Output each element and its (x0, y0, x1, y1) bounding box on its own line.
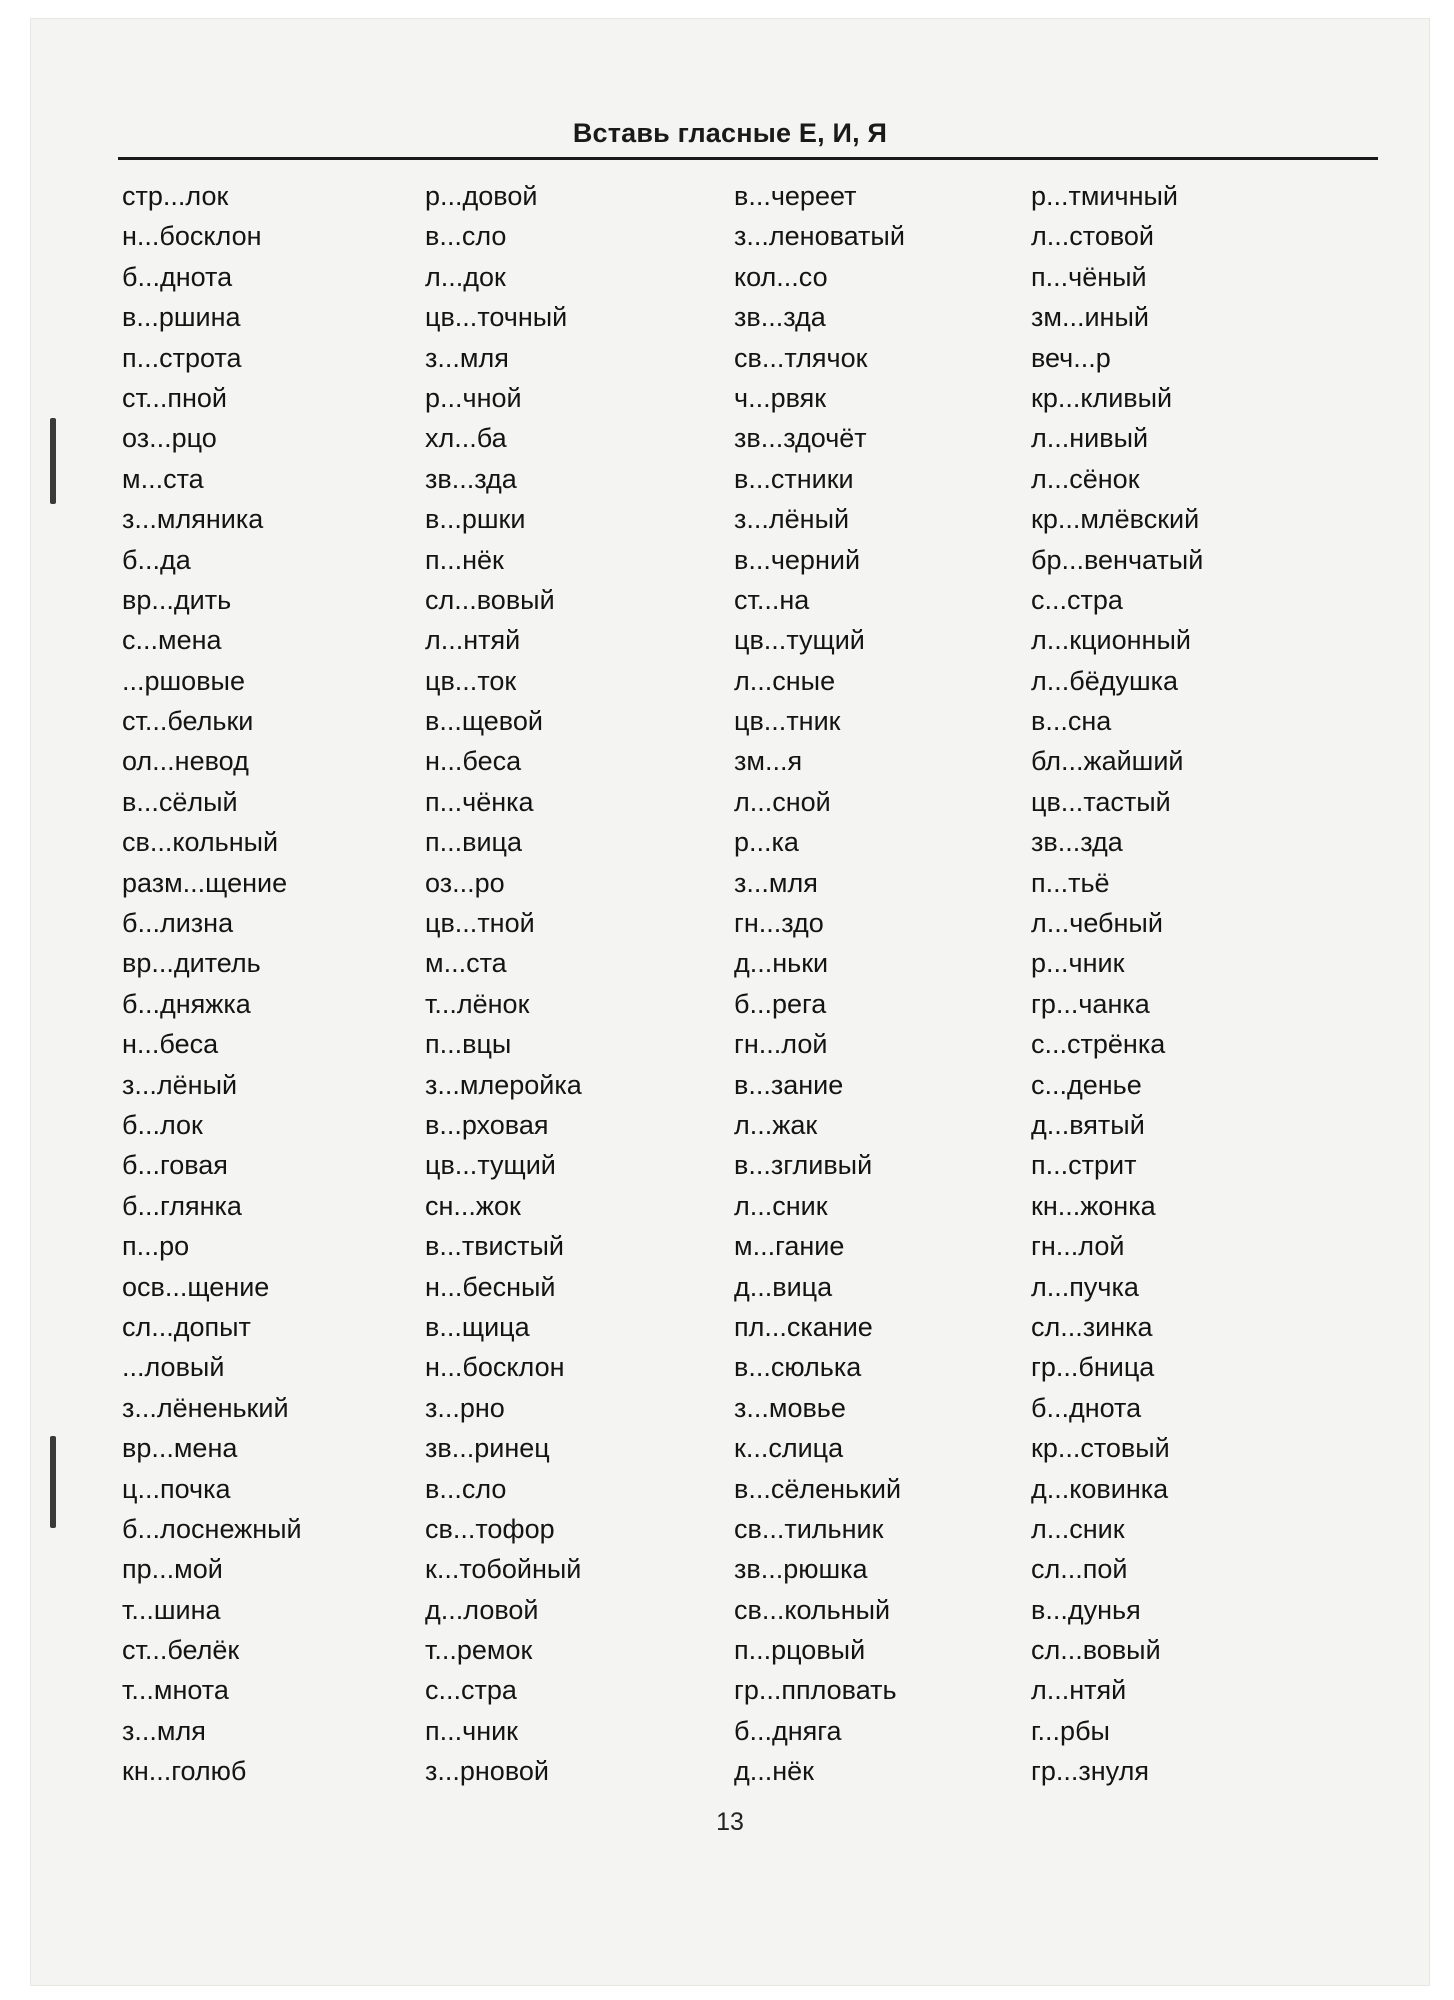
word-cell: зм...иный (1031, 302, 1149, 333)
word-cell: цв...тущий (425, 1150, 556, 1181)
word-cell: гн...лой (734, 1029, 828, 1060)
word-cell: гр...чанка (1031, 988, 1150, 1019)
word-row (30, 1469, 1430, 1509)
word-cell: зв...зда (425, 463, 517, 494)
word-cell: бл...жайший (1031, 746, 1184, 777)
word-cell: д...ковинка (1031, 1473, 1169, 1504)
word-cell: п...вцы (425, 1029, 512, 1060)
word-row (30, 1186, 1430, 1226)
word-cell: разм...щение (122, 867, 288, 898)
word-cell: св...тлячок (734, 342, 868, 373)
word-cell: б...днота (1031, 1392, 1142, 1423)
word-row (30, 701, 1430, 741)
word-cell: сл...вовый (425, 584, 555, 615)
worksheet-page (30, 18, 1430, 1986)
word-cell: б...говая (122, 1150, 228, 1181)
word-cell: зв...ринец (425, 1433, 550, 1464)
word-cell: н...босклон (425, 1352, 565, 1383)
word-cell: п...вица (425, 827, 523, 858)
word-row (30, 257, 1430, 297)
word-cell: в...стники (734, 463, 854, 494)
word-cell: п...чник (425, 1715, 518, 1746)
word-cell: осв...щение (122, 1271, 270, 1302)
word-cell: ...ршовые (122, 665, 245, 696)
word-cell: б...глянка (122, 1190, 242, 1221)
word-row (30, 822, 1430, 862)
word-cell: с...стрёнка (1031, 1029, 1166, 1060)
word-cell: зв...рюшка (734, 1554, 868, 1585)
word-cell: с...стра (1031, 584, 1123, 615)
word-cell: ол...невод (122, 746, 249, 777)
word-row (30, 1590, 1430, 1630)
word-cell: з...млеройка (425, 1069, 582, 1100)
word-cell: гр...знуля (1031, 1756, 1149, 1787)
word-row (30, 1751, 1430, 1791)
word-row (30, 1549, 1430, 1589)
word-row (30, 903, 1430, 943)
word-cell: з...мля (425, 342, 509, 373)
word-cell: цв...точный (425, 302, 568, 333)
word-cell: в...рховая (425, 1109, 549, 1140)
word-cell: св...кольный (734, 1594, 891, 1625)
word-cell: кн...жонка (1031, 1190, 1156, 1221)
word-cell: гн...здо (734, 908, 824, 939)
word-cell: б...да (122, 544, 191, 575)
word-row (30, 1428, 1430, 1468)
word-cell: с...стра (425, 1675, 517, 1706)
word-row (30, 297, 1430, 337)
word-cell: н...беса (122, 1029, 219, 1060)
word-cell: цв...тастый (1031, 786, 1171, 817)
word-row (30, 540, 1430, 580)
word-cell: в...щевой (425, 706, 543, 737)
word-cell: цв...тник (734, 706, 841, 737)
word-cell: т...лёнок (425, 988, 530, 1019)
word-cell: сл...зинка (1031, 1311, 1153, 1342)
word-cell: п...ро (122, 1231, 190, 1262)
word-cell: л...сник (734, 1190, 828, 1221)
word-row (30, 1065, 1430, 1105)
word-row (30, 1347, 1430, 1387)
word-row (30, 984, 1430, 1024)
word-cell: кн...голюб (122, 1756, 247, 1787)
word-cell: з...лёный (122, 1069, 238, 1100)
word-row (30, 620, 1430, 660)
word-row (30, 782, 1430, 822)
word-cell: л...нтяй (425, 625, 521, 656)
word-cell: в...ршина (122, 302, 241, 333)
word-cell: пл...скание (734, 1311, 873, 1342)
word-cell: св...кольный (122, 827, 279, 858)
word-row (30, 499, 1430, 539)
word-cell: с...денье (1031, 1069, 1142, 1100)
word-cell: бр...венчатый (1031, 544, 1204, 575)
word-row (30, 1267, 1430, 1307)
word-cell: зв...зда (1031, 827, 1123, 858)
word-cell: сн...жок (425, 1190, 521, 1221)
word-row (30, 1307, 1430, 1347)
word-row (30, 1024, 1430, 1064)
word-cell: р...тмичный (1031, 181, 1178, 211)
word-cell: хл...ба (425, 423, 507, 454)
word-cell: н...беса (425, 746, 522, 777)
word-cell: з...лёненький (122, 1392, 289, 1423)
word-cell: в...сло (425, 221, 507, 252)
word-cell: ...ловый (122, 1352, 225, 1383)
word-cell: в...череет (734, 181, 857, 211)
word-cell: д...ловой (425, 1594, 539, 1625)
word-cell: веч...р (1031, 342, 1111, 373)
title-underline (118, 157, 1378, 160)
word-cell: м...ста (122, 463, 204, 494)
word-cell: сл...пой (1031, 1554, 1128, 1585)
word-row (30, 418, 1430, 458)
word-cell: в...сёленький (734, 1473, 902, 1504)
word-cell: в...черний (734, 544, 861, 575)
word-cell: кр...стовый (1031, 1433, 1170, 1464)
word-cell: в...сюлька (734, 1352, 862, 1383)
word-cell: л...нтяй (1031, 1675, 1127, 1706)
word-cell: стр...лок (122, 181, 229, 211)
word-cell: б...дняга (734, 1715, 842, 1746)
word-cell: пр...мой (122, 1554, 223, 1585)
word-row (30, 661, 1430, 701)
word-cell: св...тофор (425, 1513, 555, 1544)
word-row (30, 1388, 1430, 1428)
word-cell: зв...зда (734, 302, 826, 333)
word-cell: р...ка (734, 827, 799, 858)
word-cell: р...чник (1031, 948, 1125, 979)
word-cell: п...тьё (1031, 867, 1110, 898)
word-cell: з...мляника (122, 504, 264, 535)
word-cell: в...твистый (425, 1231, 564, 1262)
word-cell: б...лоснежный (122, 1513, 302, 1544)
word-cell: с...мена (122, 625, 222, 656)
word-cell: в...щица (425, 1311, 530, 1342)
word-cell: п...чёнка (425, 786, 534, 817)
word-cell: р...чной (425, 382, 522, 413)
word-cell: ц...почка (122, 1473, 231, 1504)
word-row (30, 863, 1430, 903)
word-row (30, 1105, 1430, 1145)
word-cell: цв...тущий (734, 625, 865, 656)
word-cell: в...зание (734, 1069, 844, 1100)
word-cell: оз...ро (425, 867, 505, 898)
page-number: 13 (716, 1808, 744, 1836)
word-cell: л...кционный (1031, 625, 1191, 656)
word-cell: п...рцовый (734, 1635, 866, 1666)
word-cell: кр...кливый (1031, 382, 1173, 413)
word-cell: вр...дитель (122, 948, 261, 979)
word-cell: л...стовой (1031, 221, 1154, 252)
word-cell: в...сна (1031, 706, 1112, 737)
word-cell: г...рбы (1031, 1715, 1110, 1746)
word-row (30, 1509, 1430, 1549)
word-cell: в...дунья (1031, 1594, 1141, 1625)
word-cell: в...згливый (734, 1150, 873, 1181)
word-cell: т...шина (122, 1594, 221, 1625)
word-cell: л...нивый (1031, 423, 1149, 454)
word-cell: б...лок (122, 1109, 203, 1140)
word-row (30, 1145, 1430, 1185)
word-cell: м...ста (425, 948, 507, 979)
word-row (30, 338, 1430, 378)
word-row (30, 459, 1430, 499)
word-cell: н...бесный (425, 1271, 556, 1302)
word-cell: д...вятый (1031, 1109, 1145, 1140)
word-row (30, 943, 1430, 983)
word-cell: оз...рцо (122, 423, 217, 454)
word-cell: з...мля (122, 1715, 206, 1746)
word-row (30, 176, 1430, 216)
word-cell: д...ньки (734, 948, 829, 979)
word-cell: ч...рвяк (734, 382, 827, 413)
word-cell: т...ремок (425, 1635, 533, 1666)
word-cell: кол...со (734, 261, 828, 292)
word-cell: п...стрит (1031, 1150, 1137, 1181)
word-row (30, 1630, 1430, 1670)
word-cell: м...гание (734, 1231, 845, 1262)
word-cell: л...док (425, 261, 506, 292)
word-cell: кр...млёвский (1031, 504, 1200, 535)
word-cell: ст...белёк (122, 1635, 240, 1666)
word-cell: з...рновой (425, 1756, 549, 1787)
word-cell: в...сёлый (122, 786, 238, 817)
word-cell: св...тильник (734, 1513, 884, 1544)
word-cell: б...рега (734, 988, 827, 1019)
word-row (30, 741, 1430, 781)
word-row (30, 1670, 1430, 1710)
word-cell: п...чёный (1031, 261, 1147, 292)
word-cell: б...дняжка (122, 988, 251, 1019)
word-cell: б...днота (122, 261, 233, 292)
word-cell: гр...бница (1031, 1352, 1155, 1383)
word-cell: ст...бельки (122, 706, 254, 737)
word-cell: п...строта (122, 342, 242, 373)
word-cell: к...слица (734, 1433, 844, 1464)
word-cell: л...сник (1031, 1513, 1125, 1544)
word-cell: з...мля (734, 867, 818, 898)
word-cell: п...нёк (425, 544, 504, 575)
word-row (30, 378, 1430, 418)
word-cell: гр...ппловать (734, 1675, 897, 1706)
word-cell: т...мнота (122, 1675, 229, 1706)
word-cell: л...сные (734, 665, 836, 696)
word-cell: ст...пной (122, 382, 228, 413)
word-cell: вр...мена (122, 1433, 238, 1464)
word-cell: в...сло (425, 1473, 507, 1504)
word-grid (30, 176, 1430, 1792)
word-row (30, 580, 1430, 620)
word-cell: д...нёк (734, 1756, 814, 1787)
word-cell: р...довой (425, 181, 538, 211)
word-cell: ст...на (734, 584, 810, 615)
word-cell: зв...здочёт (734, 423, 867, 454)
word-cell: л...сной (734, 786, 831, 817)
word-cell: л...пучка (1031, 1271, 1139, 1302)
word-row (30, 1711, 1430, 1751)
word-cell: гн...лой (1031, 1231, 1125, 1262)
word-cell: з...леноватый (734, 221, 905, 252)
word-cell: цв...ток (425, 665, 517, 696)
word-cell: з...лёный (734, 504, 850, 535)
word-cell: вр...дить (122, 584, 232, 615)
word-cell: н...босклон (122, 221, 262, 252)
word-cell: л...чебный (1031, 908, 1163, 939)
word-cell: л...сёнок (1031, 463, 1140, 494)
word-cell: л...жак (734, 1109, 818, 1140)
word-row (30, 1226, 1430, 1266)
word-cell: сл...допыт (122, 1311, 251, 1342)
word-cell: б...лизна (122, 908, 234, 939)
word-cell: д...вица (734, 1271, 833, 1302)
word-cell: в...ршки (425, 504, 526, 535)
word-row (30, 216, 1430, 256)
word-cell: л...бёдушка (1031, 665, 1179, 696)
word-cell: сл...вовый (1031, 1635, 1161, 1666)
word-cell: з...мовье (734, 1392, 846, 1423)
page-title: Вставь гласные Е, И, Я (572, 118, 888, 148)
word-cell: цв...тной (425, 908, 535, 939)
word-cell: к...тобойный (425, 1554, 582, 1585)
word-cell: з...рно (425, 1392, 505, 1423)
word-cell: зм...я (734, 746, 803, 777)
